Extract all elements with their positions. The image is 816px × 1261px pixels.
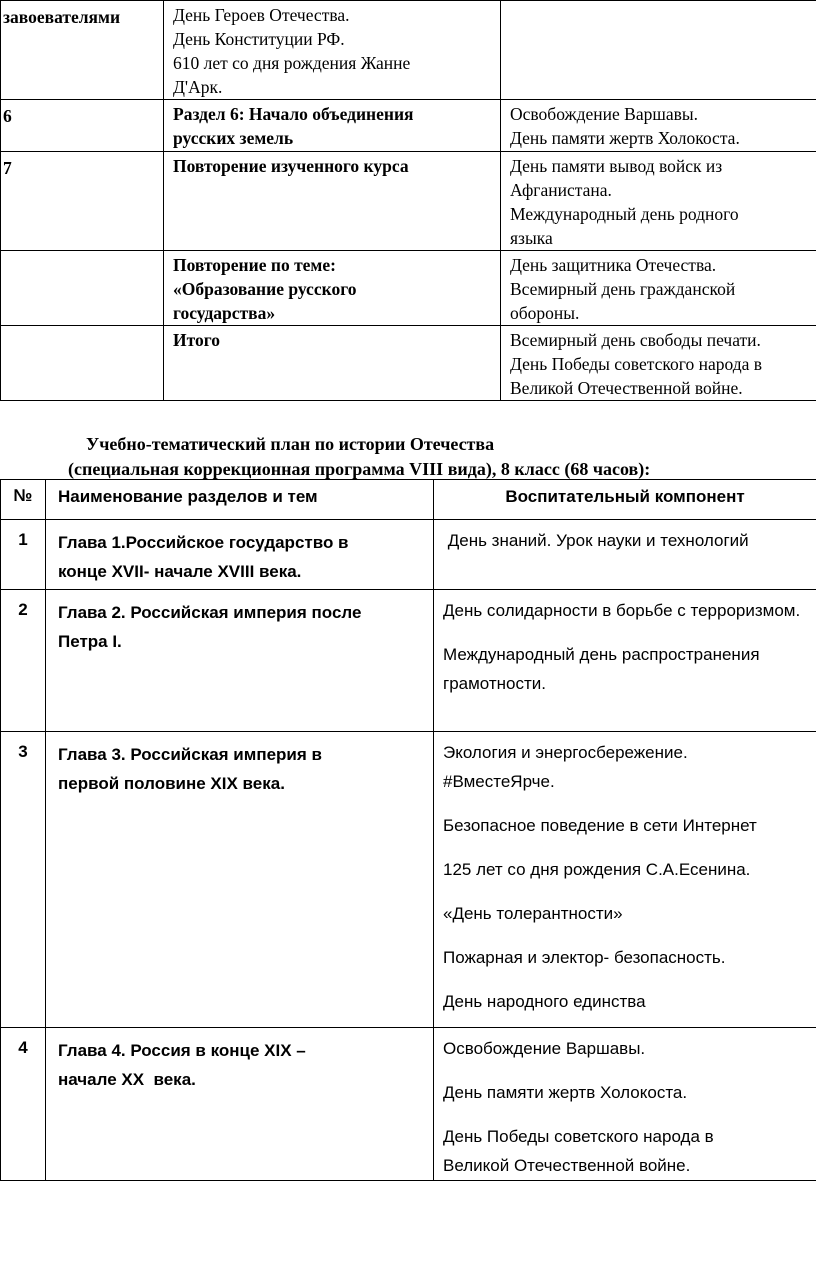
event-line: День Победы советского народа в: [510, 354, 763, 374]
event-line: Всемирный день свободы печати.: [510, 330, 761, 350]
event-item: 125 лет со дня рождения С.А.Есенина.: [443, 860, 751, 879]
events-cell: [501, 251, 816, 326]
table-row: [1, 520, 816, 590]
event-line: Всемирный день гражданской: [510, 279, 736, 299]
row-number: 6: [1, 100, 164, 152]
event-line: обороны.: [510, 303, 580, 323]
chapter-line: Глава 4. Россия в конце XIX –: [58, 1041, 306, 1060]
table-row: [1, 590, 816, 732]
table-row: [1, 251, 816, 326]
chapter-line: Глава 3. Российская империя в: [58, 745, 322, 764]
event-item: День народного единства: [443, 992, 646, 1011]
event-line: Международный день родного: [510, 204, 739, 224]
header-component: Воспитательный компонент: [434, 480, 816, 520]
header-number: №: [1, 480, 46, 520]
section-line: русских земель: [173, 128, 294, 148]
event-line: языка: [510, 228, 553, 248]
chapter-cell: [46, 1028, 434, 1181]
table-row: [1, 100, 816, 152]
row-number: 7: [1, 152, 164, 251]
event-item: Освобождение Варшавы.: [443, 1039, 646, 1058]
row-number: [1, 251, 164, 326]
plan-table: [0, 479, 816, 1181]
table-row: [1, 1, 816, 100]
section-line: Повторение по теме:: [173, 255, 336, 275]
plan-title: Учебно-тематический план по истории Отечества: [86, 434, 495, 454]
event-line: День памяти вывод войск из: [510, 156, 723, 176]
row-number: 1: [1, 520, 46, 590]
row-number: 4: [1, 1028, 46, 1181]
chapter-line: Глава 2. Российская империя после: [58, 603, 362, 622]
chapter-line: Глава 1.Российское государство в: [58, 533, 349, 552]
events-cell: [501, 1, 816, 100]
chapter-cell: [46, 520, 434, 590]
event-item: Экология и энергосбережение. #ВместеЯрче.: [443, 743, 688, 791]
table-row: [1, 732, 816, 1028]
events-cell: [434, 1028, 816, 1181]
section-line: День Героев Отечества.: [173, 5, 350, 25]
row-number: [1, 326, 164, 401]
events-cell: [501, 152, 816, 251]
section-line: Повторение изученного курса: [173, 156, 409, 176]
section-cell: [164, 1, 501, 100]
section-line: государства»: [173, 303, 276, 323]
events-cell: [434, 732, 816, 1028]
section-line: День Конституции РФ.: [173, 29, 345, 49]
section-cell: [164, 100, 501, 152]
events-cell: [501, 326, 816, 401]
event-line: Освобождение Варшавы.: [510, 104, 698, 124]
table-header-row: [1, 480, 816, 520]
plan-subtitle: (специальная коррекционная программа VIII вида), 8 класс (68 часов):: [68, 459, 651, 479]
table-row: [1, 152, 816, 251]
chapter-line: первой половине XIX века.: [58, 774, 285, 793]
chapter-line: Петра I.: [58, 632, 122, 651]
section-cell: [164, 251, 501, 326]
event-line: Великой Отечественной войне.: [510, 378, 743, 398]
event-item: «День толерантности»: [443, 904, 623, 923]
event-item: Пожарная и электор- безопасность.: [443, 948, 726, 967]
section-line: 610 лет со дня рождения Жанне: [173, 53, 411, 73]
section-cell: [164, 326, 501, 401]
chapter-cell: [46, 732, 434, 1028]
event-line: Афганистана.: [510, 180, 612, 200]
row-number: 2: [1, 590, 46, 732]
event-item: Безопасное поведение в сети Интернет: [443, 816, 757, 835]
event-item: День солидарности в борьбе с терроризмом.: [443, 601, 801, 620]
events-cell: [501, 100, 816, 152]
row-number: завоевателями: [1, 1, 164, 100]
chapter-line: начале XX века.: [58, 1070, 196, 1089]
events-cell: [434, 520, 816, 590]
event-line: День памяти жертв Холокоста.: [510, 128, 740, 148]
table-row: [1, 1028, 816, 1181]
row-number: 3: [1, 732, 46, 1028]
chapter-cell: [46, 590, 434, 732]
section-line: Раздел 6: Начало объединения: [173, 104, 414, 124]
event-item: Международный день распространения грамотности.: [443, 645, 760, 693]
event-item: День памяти жертв Холокоста.: [443, 1083, 688, 1102]
previous-plan-table: [0, 0, 816, 401]
chapter-line: конце XVII- начале XVIII века.: [58, 562, 302, 581]
section-line: «Образование русского: [173, 279, 357, 299]
section-line: Итого: [173, 330, 220, 350]
events-cell: [434, 590, 816, 732]
header-name: Наименование разделов и тем: [46, 480, 434, 520]
table-row: [1, 326, 816, 401]
section-cell: [164, 152, 501, 251]
section-line: Д'Арк.: [173, 77, 223, 97]
event-item: День Победы советского народа в Великой Отечественной войне.: [443, 1127, 714, 1175]
event-line: День защитника Отечества.: [510, 255, 717, 275]
event-item: День знаний. Урок науки и технологий: [443, 531, 749, 550]
